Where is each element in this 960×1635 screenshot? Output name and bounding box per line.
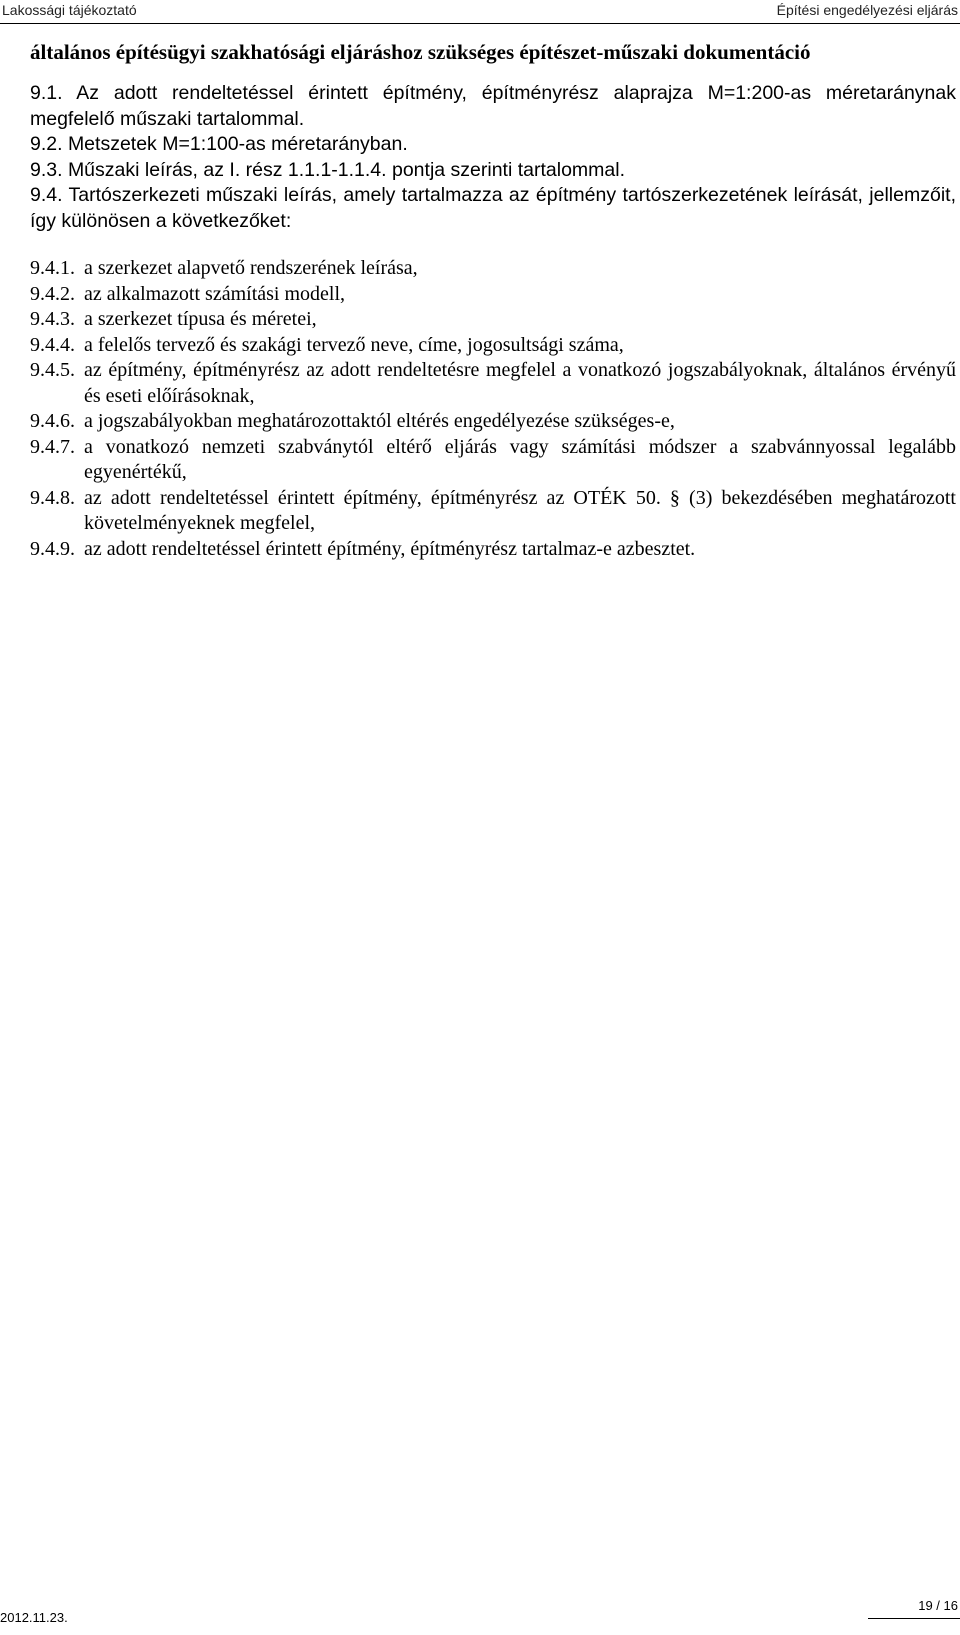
- list-item-text: a szerkezet típusa és méretei,: [84, 308, 317, 330]
- list-item-number: 9.4.3.: [30, 308, 75, 330]
- list-item-number: 9.4.8.: [30, 486, 75, 509]
- list-item-number: 9.4.4.: [30, 333, 75, 356]
- list-item: [30, 333, 956, 359]
- list-item-number: 9.4.2.: [30, 282, 75, 305]
- list-item-text: a vonatkozó nemzeti szabványtól eltérő eljárás vagy számítási módszer a szabvánnyossal legalább egyenértékű,: [84, 435, 956, 483]
- list-item-text: a felelős tervező és szakági tervező neve, címe, jogosultsági száma,: [84, 333, 624, 356]
- footer-divider: [868, 1618, 960, 1619]
- list-item-number: 9.4.5.: [30, 359, 75, 381]
- list-item-text: a szerkezet alapvető rendszerének leírása,: [84, 257, 418, 279]
- list-item-number: 9.4.1.: [30, 257, 75, 279]
- subitem-list: [30, 256, 956, 562]
- list-item-number: 9.4.7.: [30, 435, 75, 458]
- list-item: [30, 435, 956, 486]
- header-right-title: Építési engedélyezési eljárás: [776, 2, 958, 18]
- list-item-text: a jogszabályokban meghatározottaktól eltérés engedélyezése szükséges-e,: [84, 410, 675, 432]
- paragraph-9-2: 9.2. Metszetek M=1:100-as méretarányban.: [30, 133, 408, 155]
- list-item: [30, 307, 956, 333]
- document-body: [30, 40, 956, 562]
- footer-date: 2012.11.23.: [0, 1610, 68, 1625]
- page-number: 19 / 16: [918, 1598, 958, 1613]
- paragraph-9-3: 9.3. Műszaki leírás, az I. rész 1.1.1-1.1.4. pontja szerinti tartalommal.: [30, 158, 625, 181]
- paragraph-9-4: 9.4. Tartószerkezeti műszaki leírás, amely tartalmazza az építmény tartószerkezetének leírását, jellemzőit, így különösen a következőket:: [30, 184, 956, 232]
- list-item: [30, 358, 956, 409]
- list-item: [30, 256, 956, 282]
- list-item-number: 9.4.9.: [30, 537, 75, 560]
- list-item-text: az adott rendeltetéssel érintett építmény, építményrész tartalmaz-e azbesztet.: [84, 537, 696, 560]
- list-item-text: az adott rendeltetéssel érintett építmény, építményrész az OTÉK 50. § (3) bekezdésében meghatározott követelményeknek megfelel,: [84, 486, 956, 534]
- header-left-title: Lakossági tájékoztató: [2, 2, 137, 18]
- list-item-text: az építmény, építményrész az adott rendeltetésre megfelel a vonatkozó jogszabályoknak, általános érvényű és eseti előírásoknak,: [84, 359, 956, 407]
- list-item: [30, 282, 956, 308]
- list-item: [30, 409, 956, 435]
- list-item: [30, 486, 956, 537]
- paragraph-9-1: 9.1. Az adott rendeltetéssel érintett építmény, építményrész alaprajza M=1:200-as méretaránynak megfelelő műszaki tartalommal.: [30, 82, 956, 130]
- list-item: [30, 537, 956, 563]
- list-item-number: 9.4.6.: [30, 410, 75, 432]
- list-item-text: az alkalmazott számítási modell,: [84, 282, 346, 305]
- section-heading: általános építésügyi szakhatósági eljáráshoz szükséges építészet-műszaki dokumentáció: [30, 40, 811, 64]
- page-header: [0, 0, 960, 24]
